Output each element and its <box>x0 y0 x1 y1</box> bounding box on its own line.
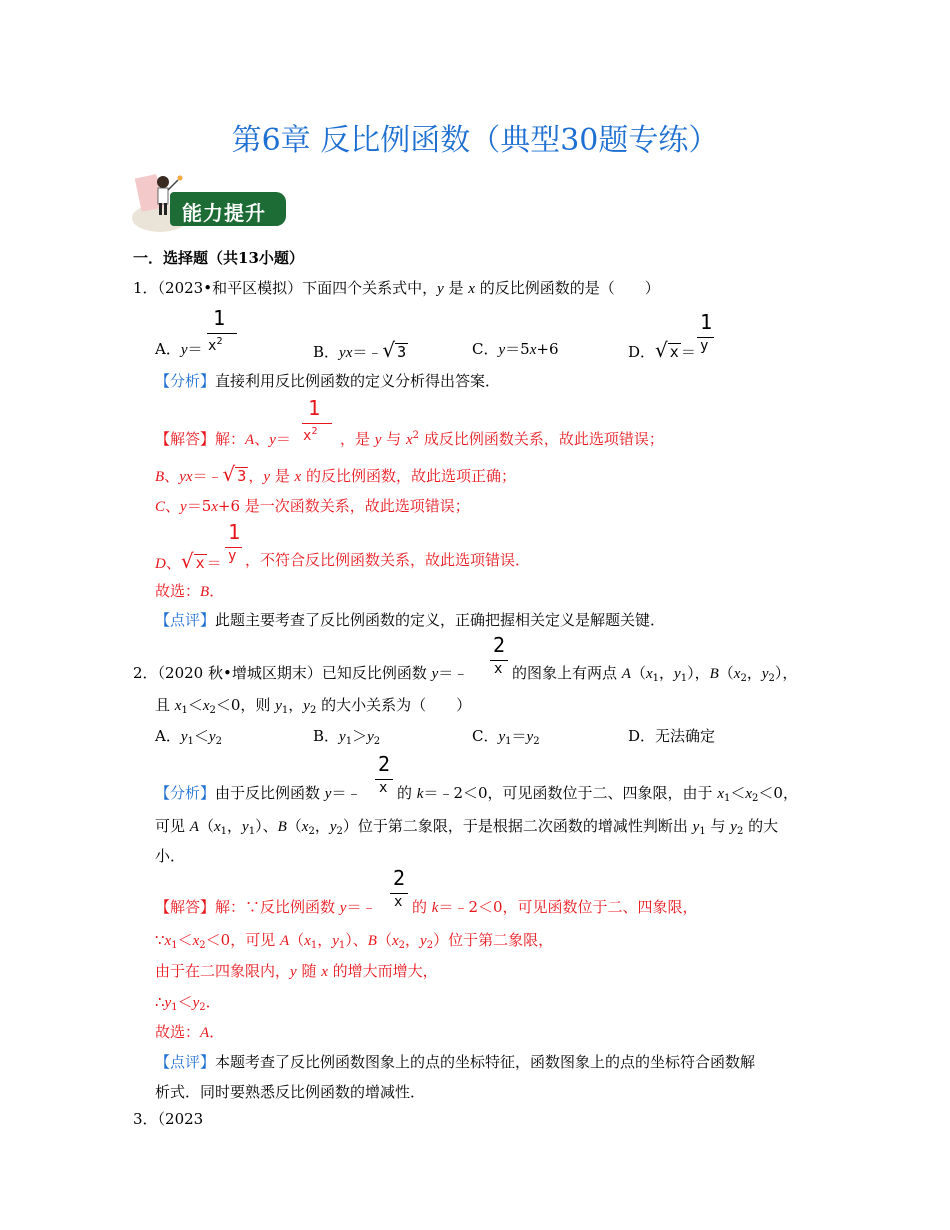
q1-analysis-tag: 【分析】 <box>155 372 216 390</box>
q1-analysis-text: 直接利用反比例函数的定义分析得出答案． <box>215 372 501 390</box>
q2-analysis-line-1b: 的 k＝﹣2＜0，可见函数位于二、四象限，由于 $x_1<x_2<0$， <box>397 784 798 804</box>
q1-answer-line-2: B、yx＝﹣√ 3 ，y 是 x 的反比例函数，故此选项正确； <box>155 462 516 486</box>
q1-comment-text: 此题主要考查了反比例函数的定义，正确把握相关定义是解题关键． <box>215 611 666 629</box>
q2-comment-tag: 【点评】 <box>155 1053 216 1071</box>
q2-analysis-line-3: 小． <box>155 847 186 865</box>
q2-comment-line-1 <box>155 1051 755 1072</box>
q2-stem-line-2: 且 $x_1<x_2<0$，则 $y_1$，$y_2$ 的大小关系为（ ） <box>155 696 472 716</box>
q2-stem-fraction: 2 x <box>490 633 510 677</box>
q2-answer-line-2: $\because x_1<x_2<0$，可见 $A(x_1$，$y_1$）、$B(x_2$，$y_2$）位于第二象限， <box>155 931 554 951</box>
badge-text: 能力提升 <box>182 201 266 225</box>
q1-option-d-fraction: 1 y <box>697 310 717 354</box>
q1-option-d[interactable]: D．√ x ＝ <box>628 338 696 362</box>
q1-answer-line-1b: ，是 y 与 $x^2$ 成反比例函数关系，故此选项错误； <box>340 430 664 448</box>
q2-option-c[interactable]: C．$y_1=y_2$ <box>472 727 540 747</box>
q2-answer-line-4: $\therefore y_1<y_2$． <box>155 993 221 1013</box>
q3-source: （2023 <box>157 1110 204 1128</box>
q1-answer-line-4b: ，不符合反比例函数关系，故此选项错误． <box>245 551 531 569</box>
q3-number: 3． <box>133 1110 158 1128</box>
section-badge <box>130 170 290 234</box>
page-title: 第6章 反比例函数（典型30题专练） <box>231 123 719 158</box>
q2-analysis-fraction: 2 x <box>375 752 395 796</box>
q2-answer-line-3: 由于在二四象限内，y 随 x 的增大而增大， <box>155 962 438 980</box>
q1-source: （2023•和平区模拟）下面四个关系式中，y 是 x 的反比例函数的是（ ） <box>157 279 660 297</box>
q1-option-a-fraction: 1 $x^2$ <box>205 306 241 354</box>
q1-option-b[interactable]: B．yx＝﹣√ 3 <box>313 338 407 362</box>
q1-comment-tag: 【点评】 <box>155 611 216 629</box>
q1-answer-tag: 【解答】 <box>155 430 216 448</box>
q2-option-d[interactable]: D．无法确定 <box>628 727 716 745</box>
q1-stem <box>133 277 660 298</box>
q2-choice: 故选：A． <box>155 1023 225 1041</box>
q2-number: 2． <box>133 664 158 682</box>
q1-option-c[interactable]: C．y＝5x+6 <box>472 340 559 358</box>
q2-stem-line-1b: 的图象上有两点 $A(x_1$，$y_1$），$B(x_2$，$y_2$）， <box>512 664 798 684</box>
q1-answer-line-4: D、√ x ＝ <box>155 549 222 573</box>
q2-analysis-line-2: 可见 $A(x_1$，$y_1$）、$B(x_2$，$y_2$）位于第二象限，于是根据二次函数的增减性判断出 $y_1$ 与 $y_2$ 的大 <box>155 817 779 837</box>
q2-analysis-line-1: 【分析】由于反比例函数 y＝﹣ <box>155 784 362 802</box>
q1-comment <box>155 609 665 630</box>
q1-analysis <box>155 370 500 391</box>
q1-answer-line-3: C、y＝5x+6 是一次函数关系，故此选项错误； <box>155 497 470 515</box>
q3-stem <box>133 1108 203 1129</box>
q2-comment-line-2: 析式．同时要熟悉反比例函数的增减性． <box>155 1083 426 1101</box>
q1-answer-line-1: 【解答】解：A、y＝ <box>155 430 291 448</box>
q2-answer-line-1b: 的 k＝﹣2＜0，可见函数位于二、四象限， <box>412 898 698 916</box>
q2-option-b[interactable]: B．$y_1>y_2$ <box>313 727 381 747</box>
q2-answer-tag: 【解答】 <box>155 898 216 916</box>
q2-stem-line-1: 2．（2020 秋•增城区期末）已知反比例函数 y＝﹣ <box>133 664 469 682</box>
q2-option-a[interactable]: A．$y_1<y_2$ <box>155 727 222 747</box>
q2-comment-text-1: 本题考查了反比例函数图象上的点的坐标特征，函数图象上的点的坐标符合函数解 <box>215 1053 756 1071</box>
q2-analysis-tag: 【分析】 <box>155 784 216 802</box>
q1-option-a[interactable]: A．y＝ <box>155 340 203 358</box>
section-heading: 一．选择题（共13小题） <box>133 249 304 267</box>
q1-choice: 故选：B． <box>155 582 225 600</box>
q2-answer-fraction: 2 x <box>390 866 410 910</box>
q1-number: 1． <box>133 279 158 297</box>
q1-answer-fraction-4: 1 y <box>225 520 245 564</box>
q1-answer-fraction-1: 1 $x^2$ <box>300 396 336 444</box>
q2-answer-line-1: 【解答】解：∵反比例函数 y＝﹣ <box>155 898 377 916</box>
